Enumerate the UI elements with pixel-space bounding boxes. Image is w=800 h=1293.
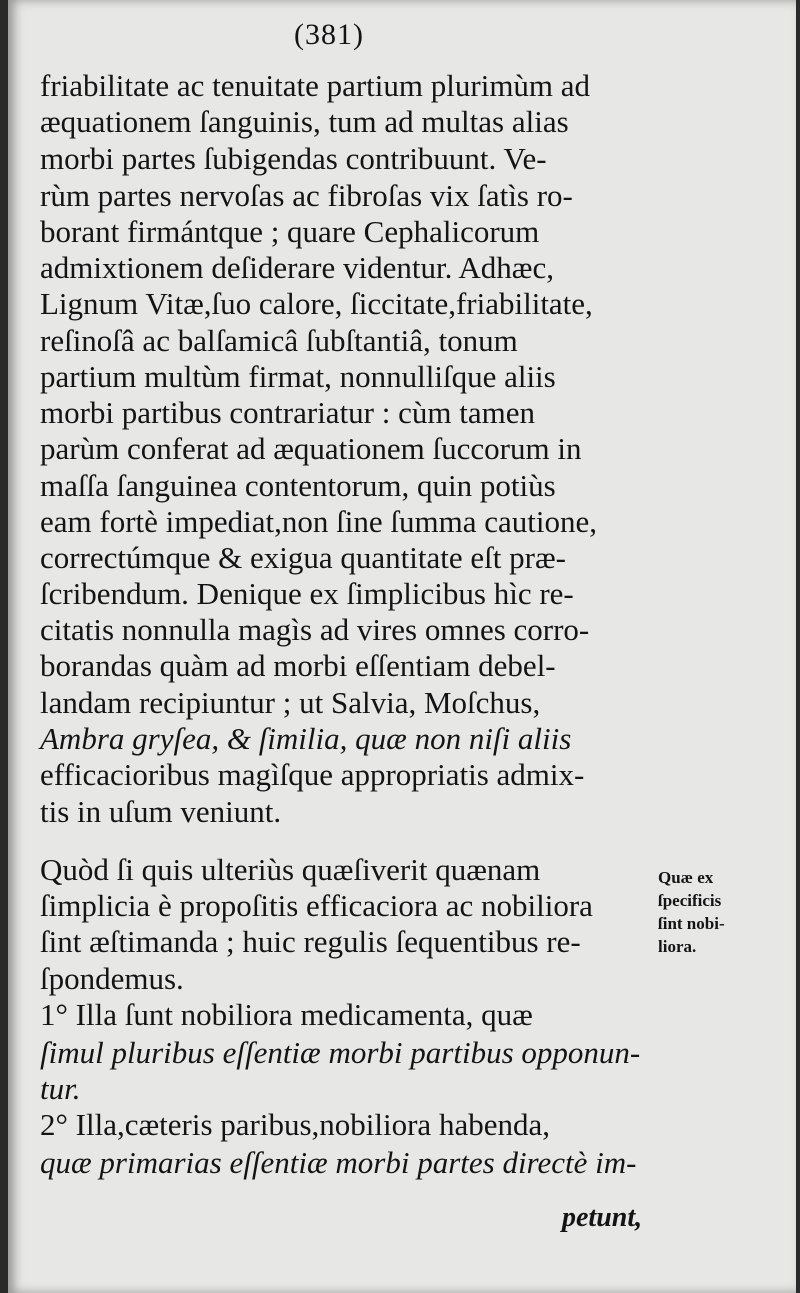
text-line: 2° Illa,cæteris paribus,nobiliora habenda,	[40, 1107, 550, 1142]
text-line: admixtionem deſiderare videntur. Adhæc,	[40, 250, 554, 285]
text-line: morbi partes ſubigendas contribuunt. Ve-	[40, 141, 547, 176]
text-line: citatis nonnulla magìs ad vires omnes corro-	[40, 612, 590, 647]
text-line: ſimplicia è propoſitis efficaciora ac nobiliora	[40, 888, 593, 923]
margin-note-line: ſint nobi-	[658, 914, 725, 933]
book-page	[8, 0, 796, 1293]
text-line: friabilitate ac tenuitate partium plurimùm ad	[40, 68, 591, 103]
text-line: borandas quàm ad morbi eſſentiam debel-	[40, 648, 556, 683]
text-line: morbi partibus contrariatur : cùm tamen	[40, 395, 535, 430]
page-number: (381)	[294, 18, 364, 51]
text-line: tur.	[40, 1071, 81, 1106]
text-line: ſimul pluribus eſſentiæ morbi partibus opponun-	[40, 1035, 641, 1070]
text-line: Quòd ſi quis ulteriùs quæſiverit quænam	[40, 852, 541, 887]
text-line: eam fortè impediat,non ſine ſumma cautione,	[40, 504, 597, 539]
text-line: Lignum Vitæ,ſuo calore, ſiccitate,friabilitate,	[40, 286, 593, 321]
text-line: Ambra gryſea, & ſimilia, quæ non niſi aliis	[40, 721, 572, 756]
text-line: landam recipiuntur ; ut Salvia, Moſchus,	[40, 685, 541, 720]
margin-note-line: Quæ ex	[658, 868, 714, 887]
text-line: æquationem ſanguinis, tum ad multas alias	[40, 104, 569, 139]
text-line: reſinoſâ ac balſamicâ ſubſtantiâ, tonum	[40, 323, 518, 358]
text-line: rùm partes nervoſas ac fibroſas vix ſatìs ro-	[40, 178, 573, 213]
text-line: maſſa ſanguinea contentorum, quin potiùs	[40, 468, 556, 503]
text-line: tis in uſum veniunt.	[40, 794, 282, 829]
text-line: partium multùm firmat, nonnulliſque aliis	[40, 359, 556, 394]
margin-note-line: ſpecificis	[658, 891, 722, 910]
text-line: ſpondemus.	[40, 961, 184, 996]
text-line: quæ primarias eſſentiæ morbi partes directè im-	[40, 1145, 637, 1180]
text-line: parùm conferat ad æquationem ſuccorum in	[40, 431, 582, 466]
text-line: ſint æſtimanda ; huic regulis ſequentibus re-	[40, 924, 581, 959]
text-line: correctúmque & exigua quantitate eſt præ-	[40, 540, 566, 575]
text-line: 1° Illa ſunt nobiliora medicamenta, quæ	[40, 997, 533, 1032]
text-line: ſcribendum. Denique ex ſimplicibus hìc re-	[40, 576, 574, 611]
margin-note-line: liora.	[658, 937, 697, 956]
catchword: petunt,	[562, 1202, 643, 1233]
text-line: efficacioribus magìſque appropriatis admix-	[40, 757, 585, 792]
margin-note	[658, 866, 725, 958]
text-line: borant firmántque ; quare Cephalicorum	[40, 214, 540, 249]
